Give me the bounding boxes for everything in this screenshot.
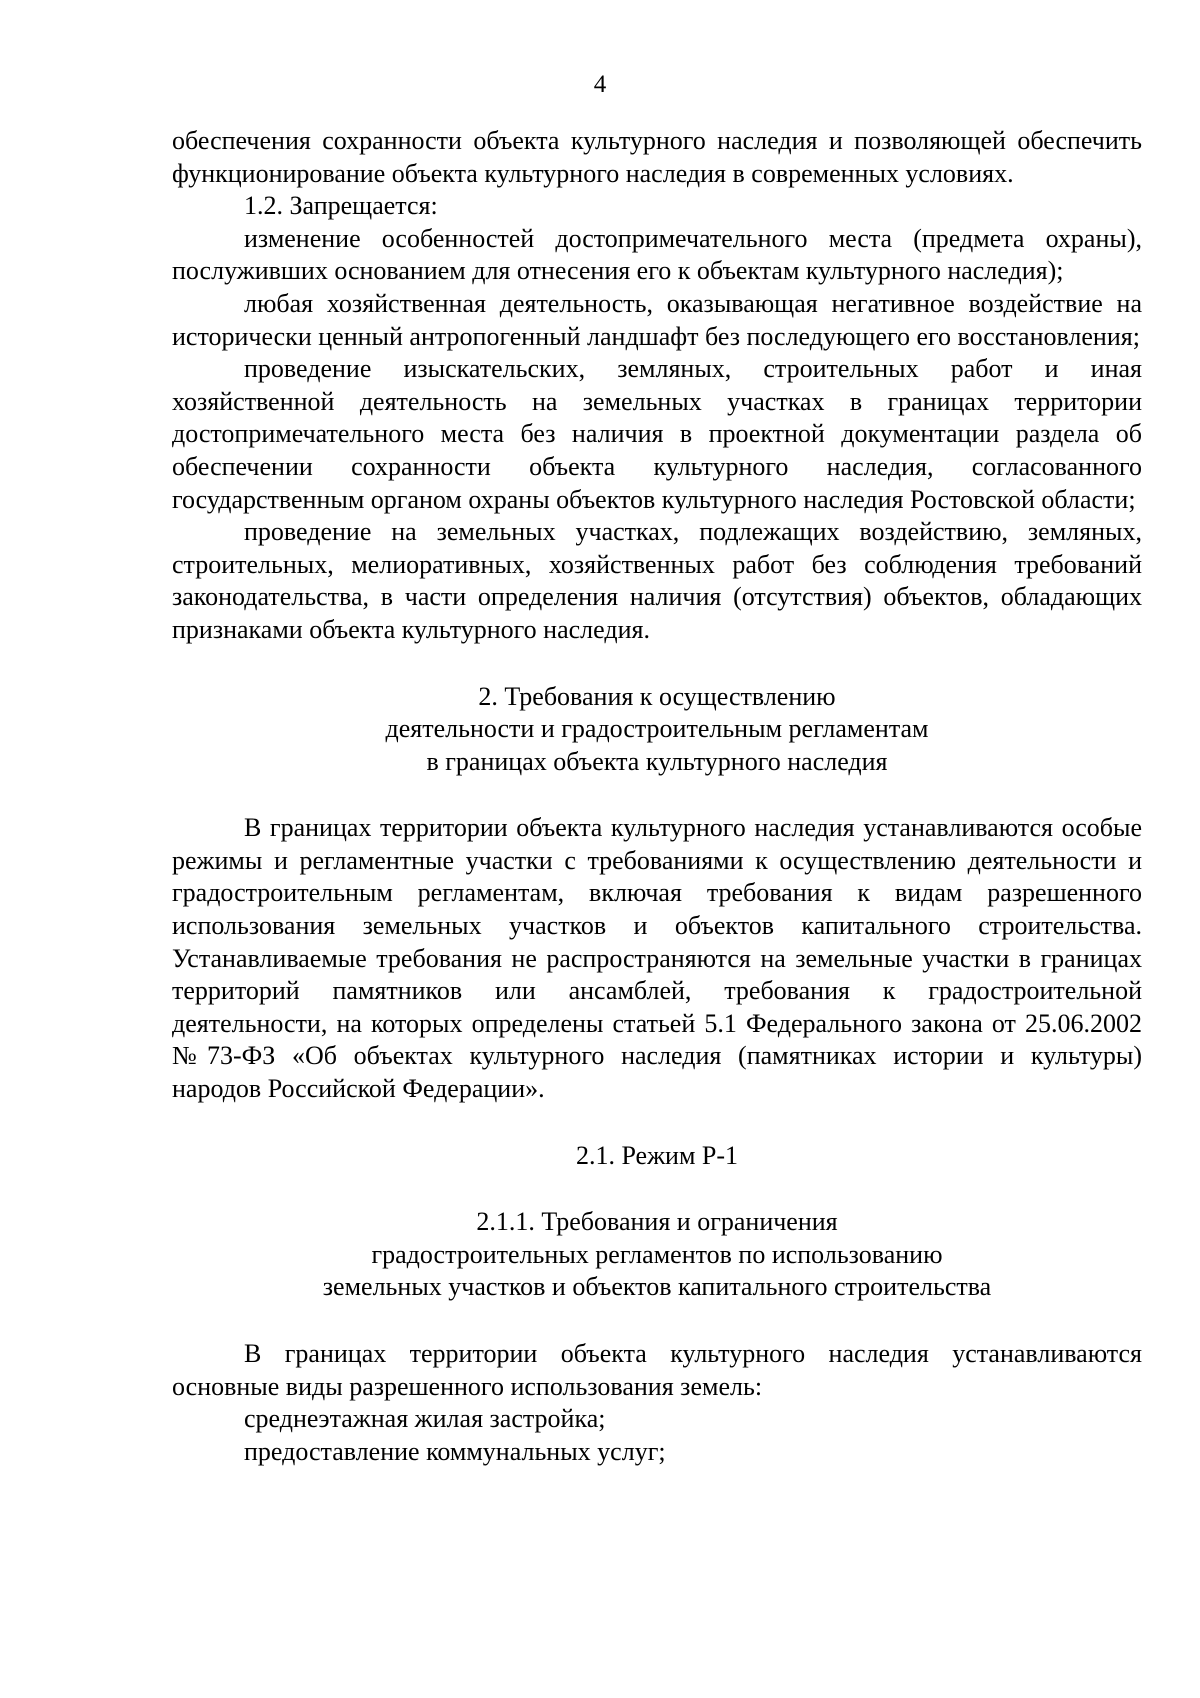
section-2-1-1-heading-line: градостроительных регламентов по использованию <box>371 1239 943 1269</box>
section-2-1-1-heading <box>172 1206 1142 1304</box>
section-2-heading-line: деятельности и градостроительным регламентам <box>385 714 929 744</box>
prohibition-item: изменение особенностей достопримечательного места (предмета охраны), послуживших основанием для отнесения его к объектам культурного наследия); <box>172 223 1142 286</box>
prohibition-item: проведение изыскательских, земляных, строительных работ и иная хозяйственной деятельность на земельных участках в границах территории достопримечательного места без наличия в проектной документации раздела об обеспечении сохранности объекта культурного наследия, согласованного государственным органом охраны объектов культурного наследия Ростовской области; <box>172 354 1142 514</box>
section-2-text: В границах территории объекта культурного наследия устанавливаются особые режимы и регламентные участки с требованиями к осуществлению деятельности и градостроительным регламентам, включая требования к видам разрешенного использования земельных участков и объектов капитального строительства. Устанавливаемые требования не распространяются на земельные участки в границах территорий памятников или ансамблей, требования к градостроительной деятельности, на которых определены статьей 5.1 Федерального закона от 25.06.2002 №73-ФЗ «Об объектах культурного наследия (памятниках истории и культуры) народов Российской Федерации». <box>172 813 1142 1104</box>
section-2-1-1-heading-line: земельных участков и объектов капитального строительства <box>322 1272 992 1302</box>
document-body <box>172 125 1142 1468</box>
section-2-1-1-heading-line: 2.1.1. Требования и ограничения <box>476 1207 838 1237</box>
page-number: 4 <box>593 71 607 98</box>
prohibition-item: любая хозяйственная деятельность, оказывающая негативное воздействие на исторически ценный антропогенный ландшафт без последующего его восстановления; <box>172 288 1142 351</box>
section-2-heading <box>172 681 1142 779</box>
section-2-heading-line: 2. Требования к осуществлению <box>478 681 836 711</box>
paragraph-continuation: обеспечения сохранности объекта культурного наследия и позволяющей обеспечить функционирование объекта культурного наследия в современных условиях. <box>172 126 1142 188</box>
land-use-item: предоставление коммунальных услуг; <box>244 1436 666 1466</box>
land-use-item: среднеэтажная жилая застройка; <box>244 1404 606 1434</box>
section-2-1-1-text: В границах территории объекта культурного наследия устанавливаются основные виды разрешенного использования земель: <box>172 1339 1142 1401</box>
section-2-1-heading: 2.1. Режим Р-1 <box>575 1140 739 1170</box>
prohibition-item: проведение на земельных участках, подлежащих воздействию, земляных, строительных, мелиоративных, хозяйственных работ без соблюдения требований законодательства, в части определения наличия (отсутствия) объектов, обладающих признаками объекта культурного наследия. <box>172 517 1142 644</box>
section-2-heading-line: в границах объекта культурного наследия <box>426 746 888 776</box>
item-1-2: 1.2. Запрещается: <box>244 191 438 221</box>
